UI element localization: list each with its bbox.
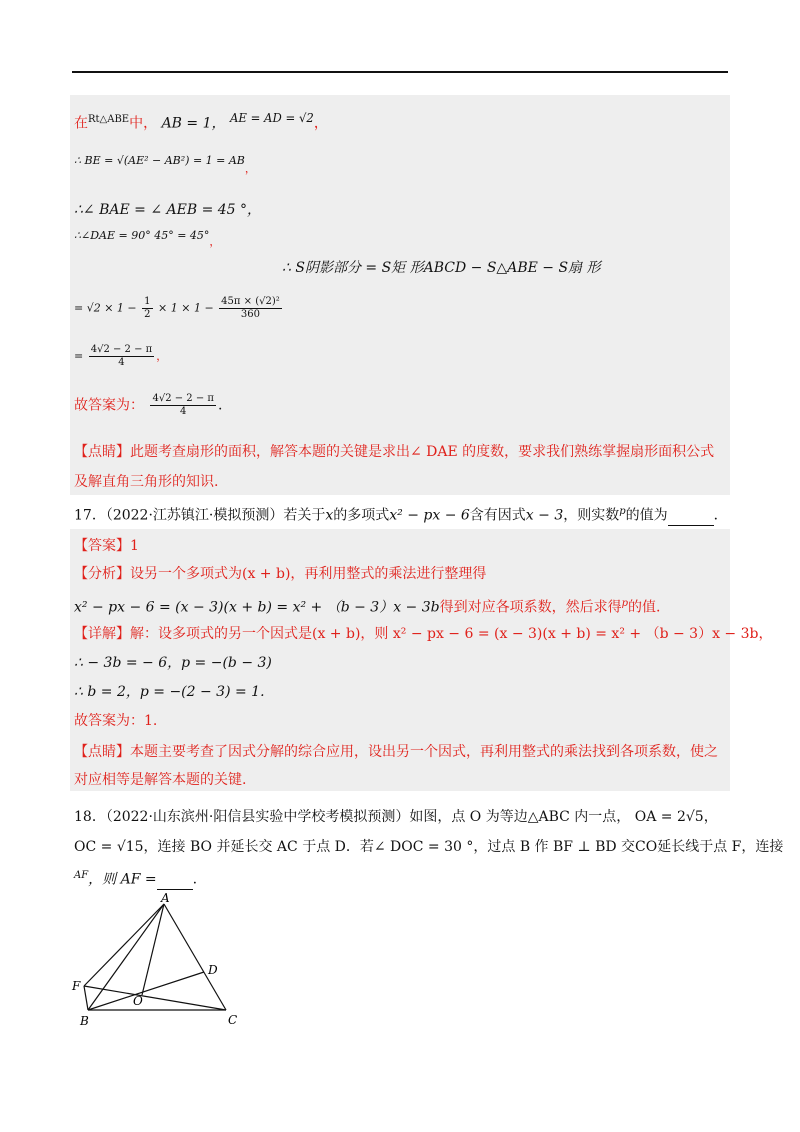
fraction-half [142, 296, 152, 321]
label-b: B [80, 1014, 89, 1028]
frac-num: 1 [144, 296, 151, 307]
frac-den: 4 [118, 357, 125, 368]
fraction-answer [150, 393, 216, 418]
label-f: F [72, 979, 81, 993]
q17-stem [74, 502, 728, 526]
eq-sign: = [74, 349, 84, 363]
dianjing-text: 本题主要考查了因式分解的综合应用，设出另一个因式，再利用整式的乘法找到各项系数，使之 [130, 744, 718, 760]
fenxi-text-2: 得到对应各项系数，然后求得 [439, 599, 622, 616]
label-o: O [133, 994, 143, 1008]
dianjing-2-line-2 [74, 770, 246, 790]
fraction-result [89, 344, 155, 369]
calc-part-2: × 1 × 1 − [158, 301, 214, 315]
sol-line-4 [74, 226, 220, 246]
q17-stem-f: ． [713, 507, 728, 524]
answer-tag: 【答案】 [74, 538, 130, 554]
conclusion: 故答案为：1. [74, 713, 158, 729]
q18-af-eq: ，则 AF = [88, 871, 157, 888]
xiangjie-tag: 【详解】 [74, 626, 130, 642]
fenxi-end: 的值. [628, 599, 661, 616]
q17-fenxi [74, 564, 486, 584]
q17-stem-e: 的值为 [625, 507, 668, 524]
edge-fc [84, 986, 226, 1010]
answer-prefix: 故答案为： [74, 397, 144, 414]
q17-stem-a: 17．（2022·江苏镇江·模拟预测）若关于 [74, 507, 326, 524]
dianjing-1-line-1 [74, 442, 714, 462]
frac-den: 4 [180, 406, 187, 417]
q18-line-2 [74, 837, 783, 857]
answer-value: 1 [130, 538, 139, 554]
comma: ， [313, 115, 328, 132]
period: . [192, 871, 198, 888]
q18-stem-1: 18．（2022·山东滨州·阳信县实验中学校考模拟预测）如图，点 O 为等边△ABC 内一点， OA = 2√5， [74, 809, 718, 825]
dae-eq: ∴∠DAE = 90° 45° = 45° [74, 229, 210, 242]
comma: ， [156, 349, 168, 363]
answer-blank[interactable] [157, 875, 193, 890]
ab-eq: AB = 1， [161, 115, 226, 132]
frac-num: 4√2 − 2 − π [152, 393, 214, 404]
dianjing-2-line-1 [74, 742, 718, 762]
answer-blank[interactable] [668, 511, 714, 526]
be-eq: ∴ BE = √(AE² − AB²) = 1 = AB [74, 154, 245, 167]
q17-var-p: p [619, 506, 626, 517]
q17-step2 [74, 682, 265, 702]
area-formula: ∴ S阴影部分 = S矩 形ABCD − S△ABE − S扇 形 [282, 260, 601, 276]
sol-line-8 [74, 393, 222, 418]
q17-polynomial: x² − px − 6 [389, 507, 470, 524]
q17-conclusion [74, 711, 157, 731]
triangle-figure [66, 892, 256, 1028]
label-c: C [228, 1013, 238, 1027]
fenxi-var-p: p [621, 598, 629, 609]
sol-line-1 [74, 108, 328, 134]
q17-answer [74, 536, 139, 556]
fraction-sector [219, 296, 282, 321]
frac-num: 4√2 − 2 − π [90, 344, 153, 355]
text-zhong: 中， [129, 115, 158, 132]
edge-af [84, 904, 164, 986]
q17-factor: x − 3 [525, 507, 564, 524]
dianjing-tag: 【点睛】 [74, 444, 130, 460]
q17-stem-d: ，则实数 [563, 507, 620, 524]
sol-line-2 [74, 151, 256, 175]
q17-step1 [74, 653, 272, 673]
q17-fenxi-line2 [74, 594, 660, 618]
frac-den: 2 [144, 309, 151, 320]
q17-stem-c: 含有因式 [469, 507, 526, 524]
dianjing-1-line-2 [74, 472, 218, 492]
comma: ， [244, 162, 256, 175]
step-1: ∴ − 3b = − 6，p = −(b − 3) [74, 655, 272, 671]
xiangjie-text: 解：设多项式的另一个因式是(x + b)，则 x² − px − 6 = (x − 3)(x + b) = x² + （b − 3）x − 3b， [130, 626, 773, 642]
fenxi-text: 设另一个多项式为(x + b)，再利用整式的乘法进行整理得 [130, 566, 487, 582]
header-rule [72, 71, 728, 73]
sol-line-6 [74, 296, 284, 321]
edge-fb [84, 986, 88, 1010]
edge-ao [142, 904, 164, 995]
ae-eq: AE = AD = √2 [229, 111, 314, 125]
q17-var-x: x [325, 507, 334, 524]
dianjing-text-cont: 对应相等是解答本题的关键. [74, 772, 247, 788]
triangle-label: Rt△ABE [88, 114, 130, 125]
comma: ， [209, 235, 221, 248]
label-a: A [161, 892, 170, 905]
q18-line-3 [74, 866, 197, 890]
edge-ab [88, 904, 164, 1010]
frac-num: 45π × (√2)² [221, 296, 280, 307]
period: . [217, 397, 223, 414]
fenxi-tag: 【分析】 [74, 566, 130, 582]
q18-stem-2: OC = √15，连接 BO 并延长交 AC 于点 D．若∠ DOC = 30 °，过点 B 作 BF ⊥ BD 交CO延长线于点 F，连接 [74, 839, 784, 855]
sol-line-5 [282, 258, 601, 278]
angle-eq: ∴∠ BAE = ∠ AEB = 45 °， [74, 202, 262, 218]
calc-part-1: = √2 × 1 − [74, 301, 137, 315]
edge-ac [164, 904, 226, 1010]
step-2: ∴ b = 2，p = −(2 − 3) = 1. [74, 684, 265, 700]
q18-af-label: AF [74, 870, 89, 881]
dianjing-text-cont: 及解直角三角形的知识. [74, 474, 219, 490]
fenxi-math: x² − px − 6 = (x − 3)(x + b) = x² + （b − 3）x − 3b [74, 599, 440, 616]
q18-line-1 [74, 807, 718, 827]
text-zai: 在 [74, 115, 88, 132]
sol-line-3 [74, 200, 261, 220]
q17-stem-b: 的多项式 [333, 507, 390, 524]
label-d: D [208, 963, 218, 977]
dianjing-tag: 【点睛】 [74, 744, 130, 760]
sol-line-7 [74, 344, 167, 369]
q17-xiangjie [74, 624, 772, 644]
frac-den: 360 [240, 309, 261, 320]
dianjing-text: 此题考查扇形的面积，解答本题的关键是求出∠ DAE 的度数，要求我们熟练掌握扇形面积公式 [130, 444, 715, 460]
